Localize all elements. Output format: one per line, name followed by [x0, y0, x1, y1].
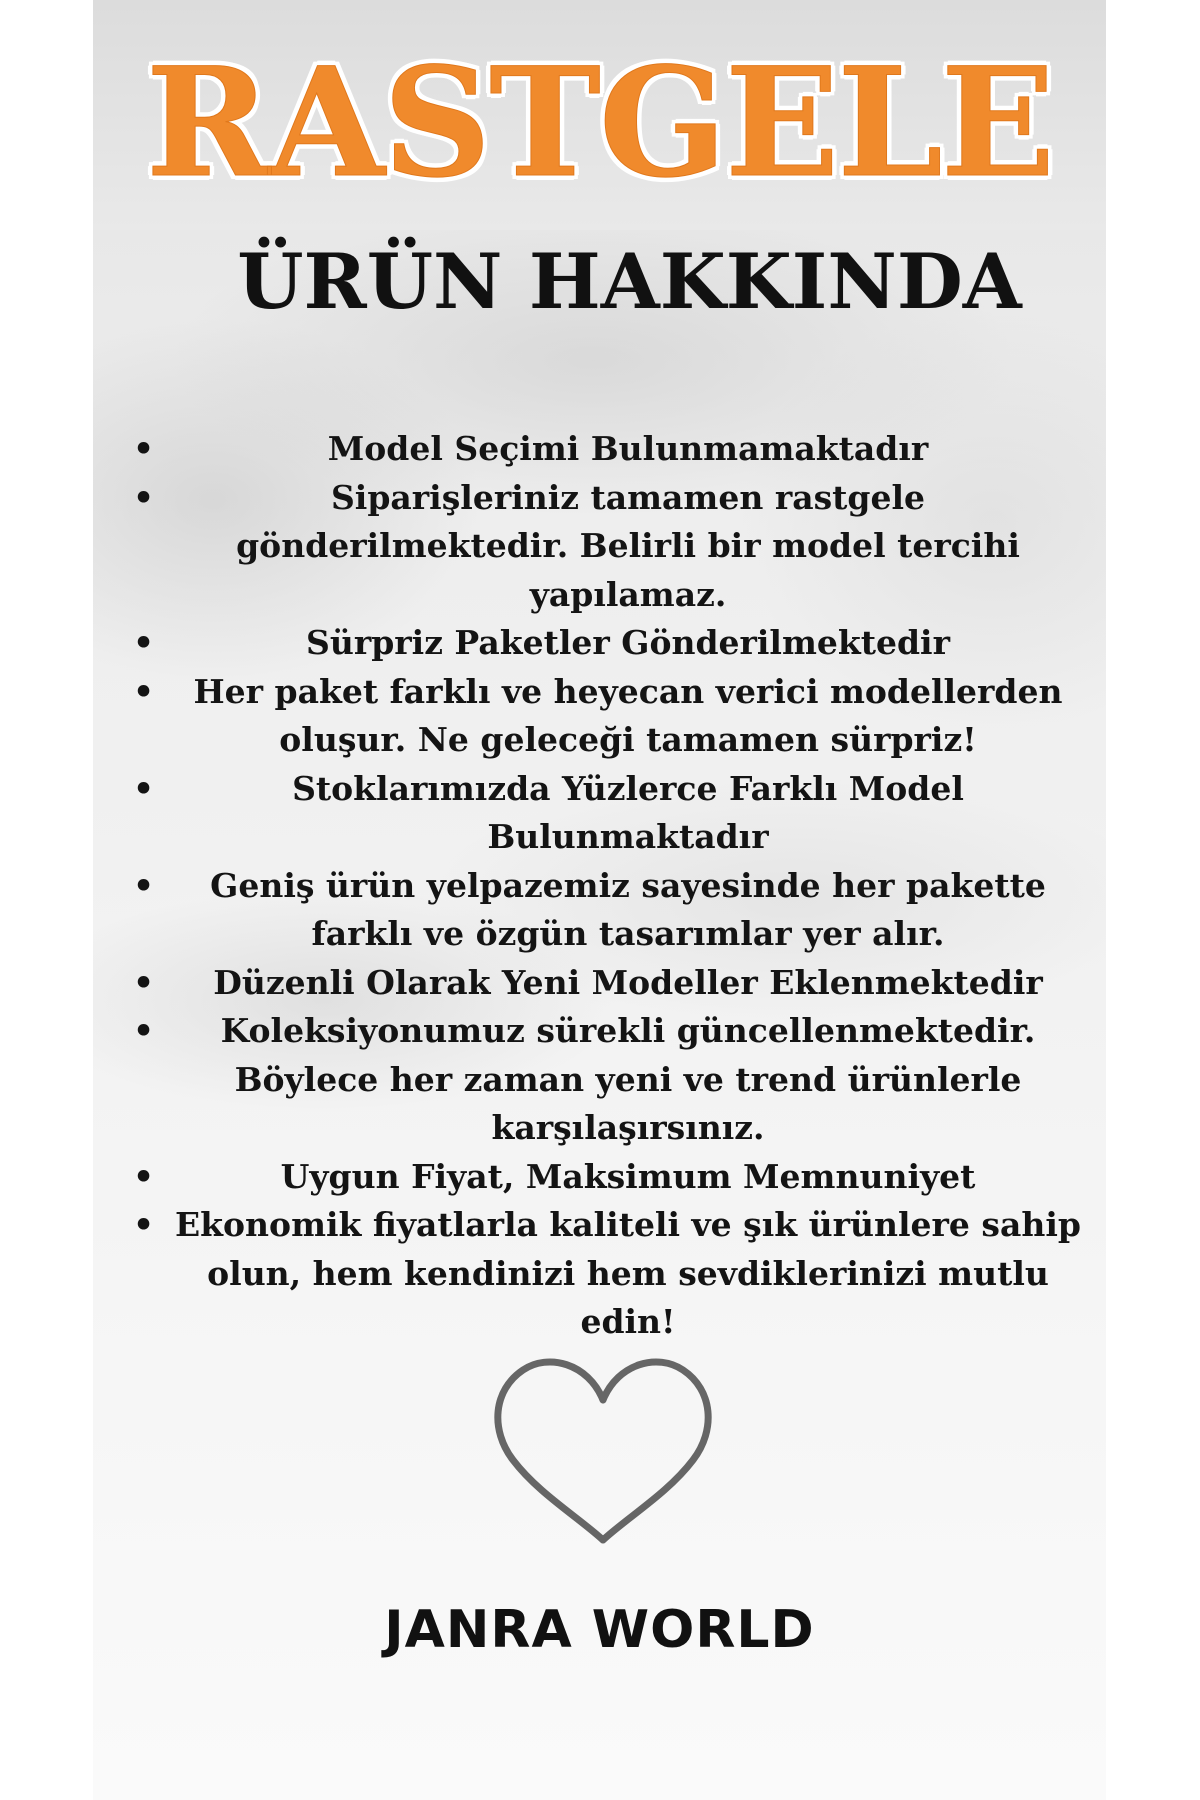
- list-item: [133, 1007, 1093, 1153]
- bullet-icon: •: [133, 623, 155, 662]
- list-item: [133, 1201, 1093, 1347]
- product-info-panel: [93, 0, 1106, 1800]
- feature-text: Düzenli Olarak Yeni Modeller Eklenmektedir: [213, 962, 1043, 1002]
- section-title: ÜRÜN HAKKINDA: [237, 237, 1022, 326]
- bullet-icon: •: [133, 671, 155, 711]
- brand-title: RASTGELE: [145, 35, 1054, 211]
- bullet-icon: •: [133, 865, 155, 905]
- heart-icon: [488, 1345, 718, 1545]
- list-item: [133, 959, 1093, 1008]
- feature-text: Stoklarımızda Yüzlerce Farklı Model Bulunmaktadır: [292, 768, 964, 856]
- bullet-icon: •: [133, 429, 155, 468]
- bullet-icon: •: [133, 962, 155, 1002]
- feature-text: Ekonomik fiyatlarla kaliteli ve şık ürünlere sahip olun, hem kendinizi hem sevdiklerinizi mutlu edin!: [175, 1205, 1081, 1341]
- list-item: [133, 619, 1093, 668]
- feature-text: Sürpriz Paketler Gönderilmektedir: [306, 623, 950, 662]
- bullet-icon: •: [133, 477, 155, 517]
- feature-text: Siparişleriniz tamamen rastgele gönderilmektedir. Belirli bir model tercihi yapılamaz.: [236, 477, 1020, 614]
- list-item: [133, 474, 1093, 620]
- list-item: [133, 425, 1093, 474]
- store-signature: JANRA WORLD: [384, 1600, 815, 1660]
- bullet-icon: •: [133, 1011, 155, 1050]
- list-item: [133, 668, 1093, 765]
- list-item: [133, 765, 1093, 862]
- feature-text: Koleksiyonumuz sürekli güncellenmektedir. Böylece her zaman yeni ve trend ürünlerle karşılaşırsınız.: [220, 1011, 1036, 1147]
- feature-text: Her paket farklı ve heyecan verici modellerden oluşur. Ne geleceği tamamen sürpriz!: [193, 671, 1063, 759]
- bullet-icon: •: [133, 1156, 155, 1196]
- list-item: [133, 1153, 1093, 1202]
- feature-text: Geniş ürün yelpazemiz sayesinde her pakette farklı ve özgün tasarımlar yer alır.: [210, 865, 1046, 953]
- feature-list: [133, 425, 1093, 1347]
- bullet-icon: •: [133, 768, 155, 808]
- feature-text: Model Seçimi Bulunmamaktadır: [327, 429, 929, 468]
- bullet-icon: •: [133, 1205, 155, 1244]
- feature-text: Uygun Fiyat, Maksimum Memnuniyet: [280, 1156, 976, 1196]
- heart-outline: [498, 1362, 708, 1540]
- list-item: [133, 862, 1093, 959]
